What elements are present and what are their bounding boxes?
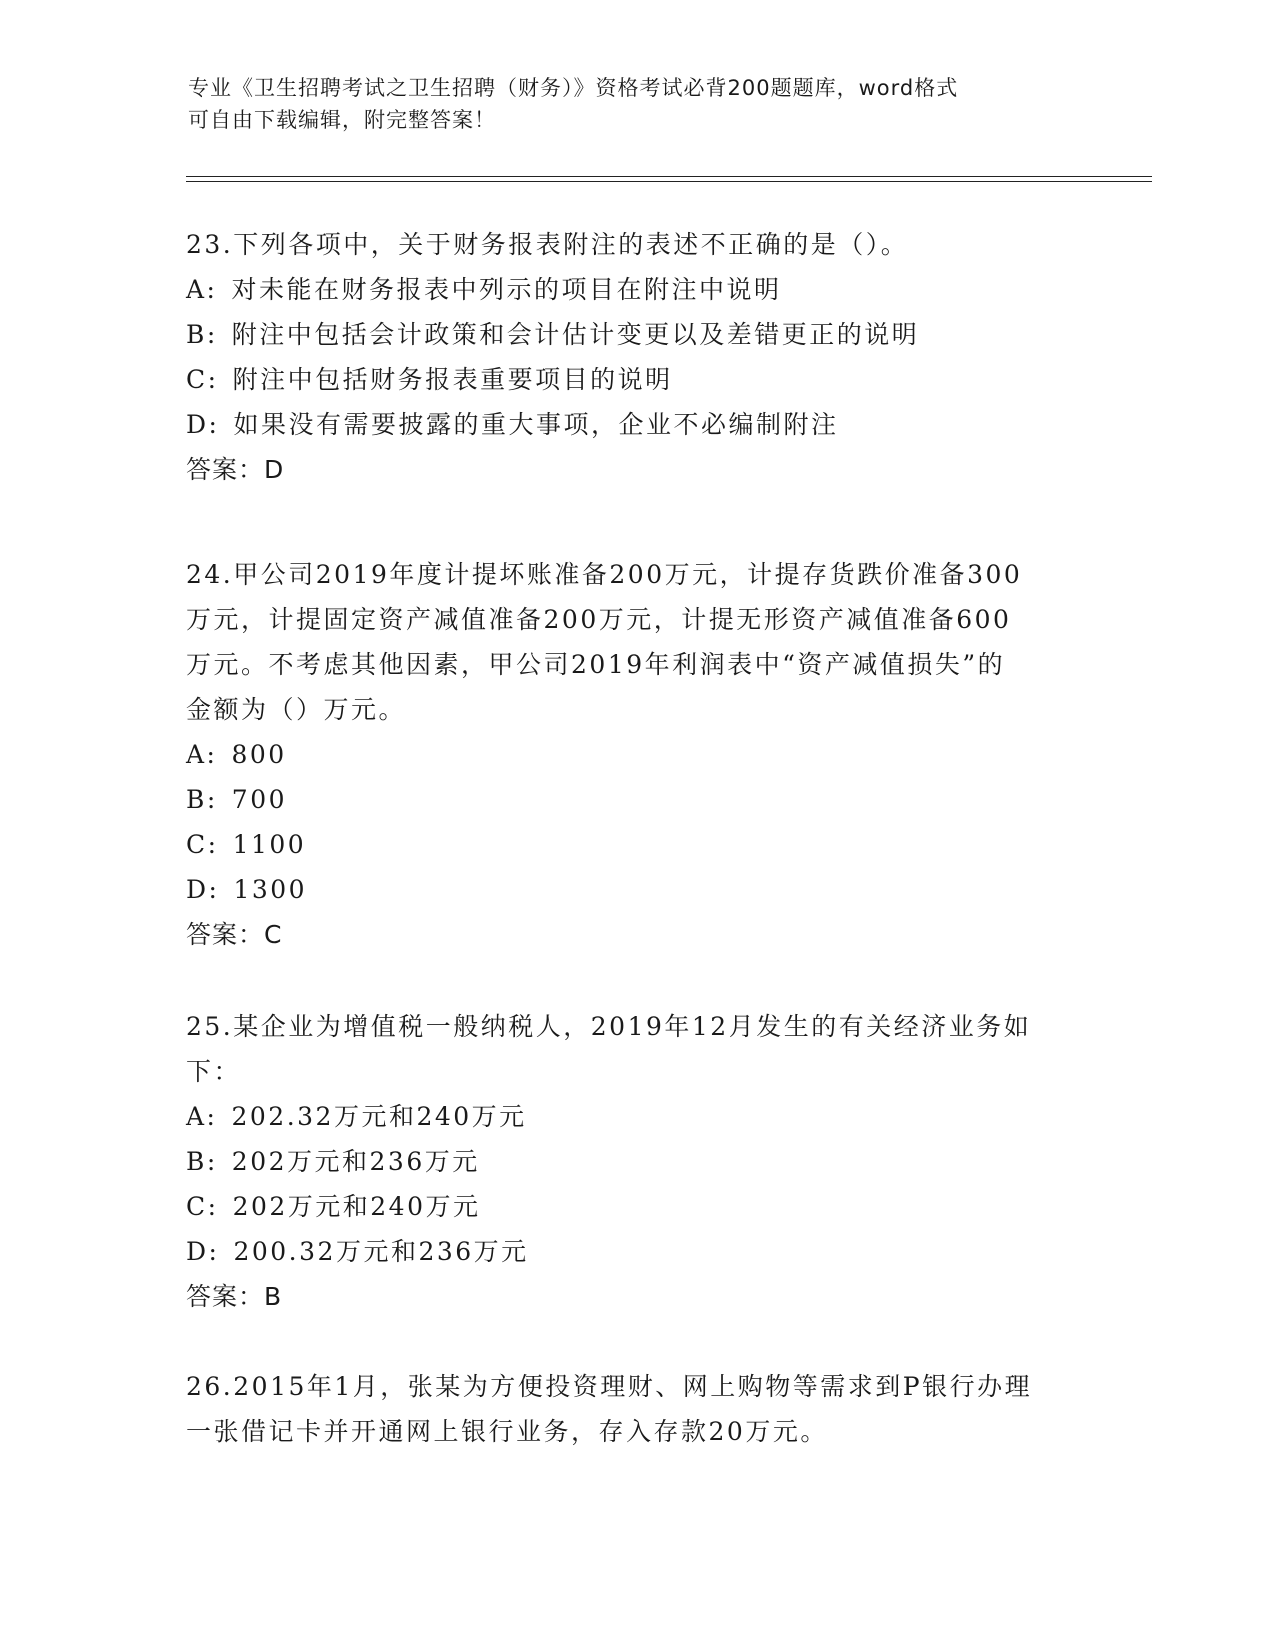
option-a: [186, 267, 1086, 312]
option-b: [186, 1139, 1086, 1184]
option-c: [186, 357, 1086, 402]
option-letter: D:: [186, 410, 220, 439]
question-stem-line: 下：: [186, 1057, 242, 1086]
option-letter: D:: [186, 875, 220, 904]
option-c: [186, 1184, 1086, 1229]
option-text: 1300: [233, 875, 308, 904]
question-stem-line: 25.某企业为增值税一般纳税人，2019年12月发生的有关经济业务如: [186, 1012, 1032, 1041]
option-letter: B:: [186, 785, 218, 814]
question-stem-line: 26.2015年1月，张某为方便投资理财、网上购物等需求到P银行办理: [186, 1372, 1033, 1401]
question-stem-line: 金额为（）万元。: [186, 695, 407, 724]
option-letter: A:: [186, 275, 218, 304]
answer-line: 答案：C: [186, 920, 283, 949]
option-text: 800: [231, 740, 287, 769]
option-letter: A:: [186, 1102, 218, 1131]
question-stem-line: 万元。不考虑其他因素，甲公司2019年利润表中“资产减值损失”的: [186, 650, 1006, 679]
option-text: 202万元和240万元: [232, 1192, 481, 1221]
question-26: [186, 1364, 1086, 1454]
option-letter: C:: [186, 1192, 219, 1221]
header-line-2: 可自由下载编辑，附完整答案！: [188, 108, 496, 132]
header-divider-top: [186, 176, 1152, 177]
option-letter: C:: [186, 830, 219, 859]
option-letter: C:: [186, 365, 219, 394]
question-23: [186, 222, 1086, 492]
option-d: [186, 867, 1086, 912]
option-text: 如果没有需要披露的重大事项，企业不必编制附注: [233, 410, 839, 439]
option-text: 700: [231, 785, 288, 814]
option-text: 202.32万元和240万元: [231, 1102, 527, 1131]
question-25: [186, 1004, 1086, 1319]
question-stem-line: 24.甲公司2019年度计提坏账准备200万元，计提存货跌价准备300: [186, 560, 1023, 589]
option-d: [186, 402, 1086, 447]
answer-line: 答案：D: [186, 455, 285, 484]
option-text: 对未能在财务报表中列示的项目在附注中说明: [231, 275, 782, 304]
option-text: 附注中包括会计政策和会计估计变更以及差错更正的说明: [231, 320, 920, 349]
option-letter: B:: [186, 320, 218, 349]
option-a: [186, 732, 1086, 777]
option-d: [186, 1229, 1086, 1274]
header-divider-bottom: [186, 181, 1152, 182]
option-text: 202万元和236万元: [231, 1147, 480, 1176]
question-stem-line: 万元，计提固定资产减值准备200万元，计提无形资产减值准备600: [186, 605, 1012, 634]
question-24: [186, 552, 1086, 957]
document-header: [188, 72, 1088, 136]
option-text: 附注中包括财务报表重要项目的说明: [232, 365, 673, 394]
option-text: 200.32万元和236万元: [233, 1237, 529, 1266]
option-letter: A:: [186, 740, 218, 769]
option-letter: B:: [186, 1147, 218, 1176]
option-letter: D:: [186, 1237, 220, 1266]
question-stem-line: 23.下列各项中，关于财务报表附注的表述不正确的是（）。: [186, 230, 909, 259]
option-a: [186, 1094, 1086, 1139]
option-b: [186, 312, 1086, 357]
option-text: 1100: [232, 830, 307, 859]
option-c: [186, 822, 1086, 867]
header-line-1: 专业《卫生招聘考试之卫生招聘（财务）》资格考试必背200题题库，word格式: [188, 76, 959, 100]
answer-line: 答案：B: [186, 1282, 283, 1311]
option-b: [186, 777, 1086, 822]
question-stem-line: 一张借记卡并开通网上银行业务，存入存款20万元。: [186, 1417, 828, 1446]
